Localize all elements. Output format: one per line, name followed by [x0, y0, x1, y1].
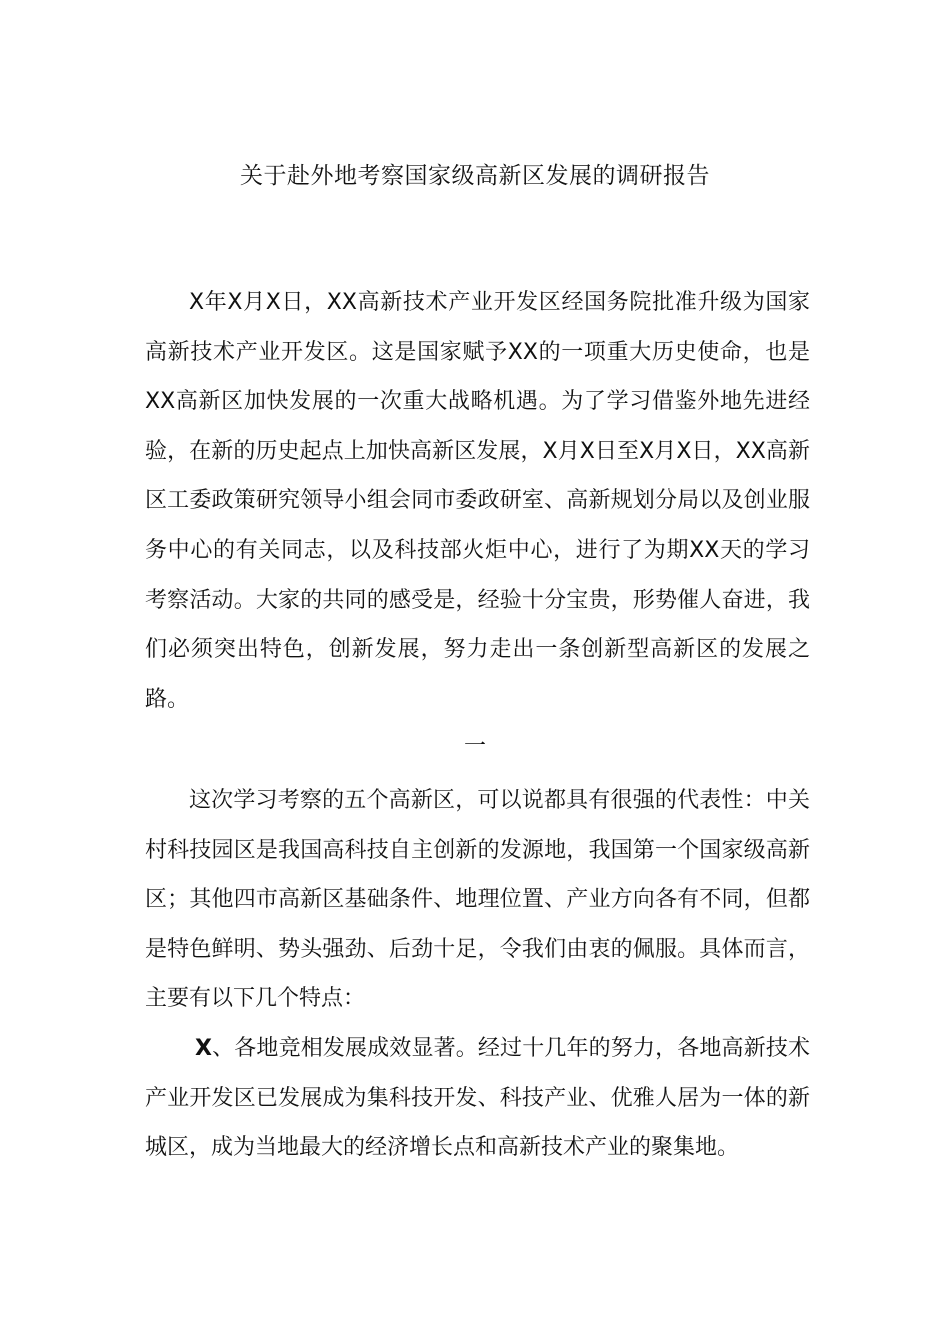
document-title: 关于赴外地考察国家级高新区发展的调研报告 [240, 163, 710, 189]
paragraph-point-one [145, 1024, 810, 1173]
point-text: 、各地竞相发展成效显著。经过十几年的努力，各地高新技术产业开发区已发展成为集科技开发、科技产业、优雅人居为一体的新城区，成为当地最大的经济增长点和高新技术产业的聚集地。 [145, 1036, 810, 1161]
section-heading-one: 一 [463, 734, 486, 759]
point-number: X [195, 1036, 212, 1061]
paragraph-intro: X年X月X日，XX高新技术产业开发区经国务院批准升级为国家高新技术产业开发区。这是国家赋予XX的一项重大历史使命，也是XX高新区加快发展的一次重大战略机遇。为了学习借鉴外地先进经验，在新的历史起点上加快高新区发展，X月X日至X月X日，XX高新区工委政策研究领导小组会同市委政研室、高新规划分局以及创业服务中心的有关同志，以及科技部火炬中心，进行了为期XX天的学习考察活动。大家的共同的感受是，经验十分宝贵，形势催人奋进，我们必须突出特色，创新发展，努力走出一条创新型高新区的发展之路。 [145, 290, 810, 712]
paragraph-overview: 这次学习考察的五个高新区，可以说都具有很强的代表性：中关村科技园区是我国高科技自主创新的发源地，我国第一个国家级高新区；其他四市高新区基础条件、地理位置、产业方向各有不同，但都是特色鲜明、势头强劲、后劲十足，令我们由衷的佩服。具体而言，主要有以下几个特点： [145, 788, 810, 1012]
